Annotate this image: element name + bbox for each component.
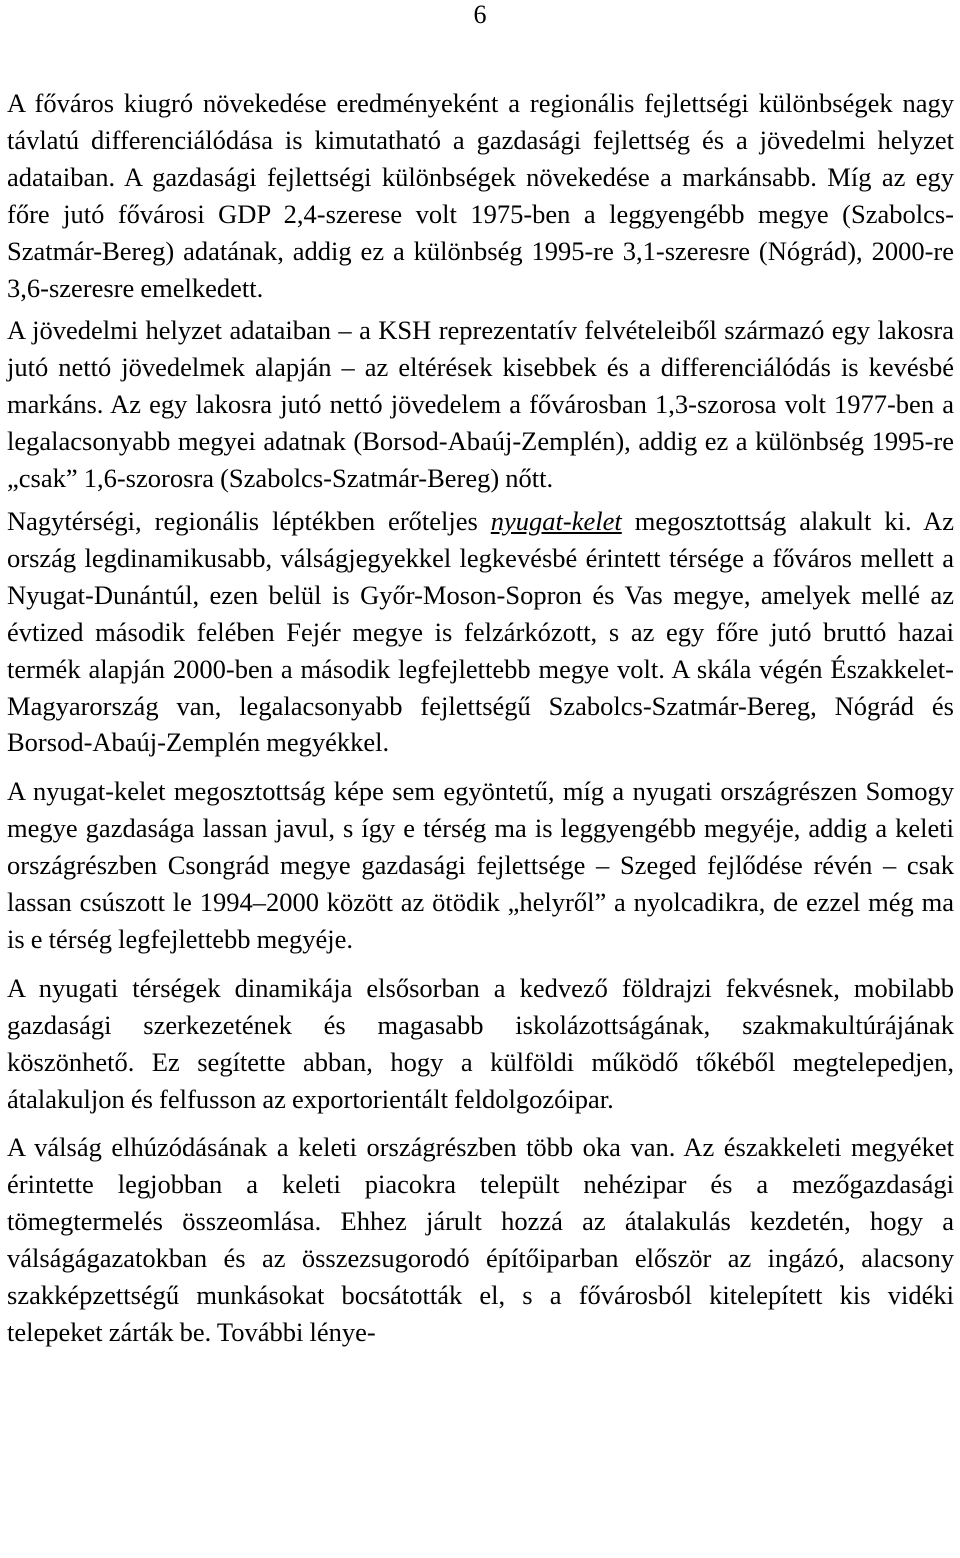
paragraph-eastern-crisis: A válság elhúzódásának a keleti országrészben több oka van. Az északkeleti megyéket érintette legjobban a keleti piacokra települt nehézipar és a mezőgazdasági tömegtermelés összeomlása. Ehhez járult hozzá az átalakulás kezdetén, hogy a válságágazatokban és az összezsugorodó építőiparban először az ingázó, alacsony szakképzettségű munkásokat bocsátották el, s a fővárosból kitelepített kis vidéki telepeket zárták be. További lénye- xyxy=(7,1132,954,1347)
paragraph-segment: Nagytérségi, regionális léptékben erőteljes xyxy=(7,505,491,536)
paragraph-west-east-divide xyxy=(7,503,954,761)
paragraph-segment: megosztottság alakult ki. Az ország legdinamikusabb, válságjegyekkel legkevésbé érintett térsége a főváros mellett a Nyugat-Dunántúl, ezen belül is Győr-Moson-Sopron és Vas megye, amelyek mellé az évtized második felében Fejér megye is felzárkózott, s az egy főre jutó bruttó hazai termék alapján 2000-ben a második legfejlettebb megye volt. A skála végén Északkelet-Magyarország van, legalacsonyabb fejlettségű Szabolcs-Szatmár-Bereg, Nógrád és Borsod-Abaúj-Zemplén megyékkel. xyxy=(7,505,954,758)
paragraph-income-differences: A jövedelmi helyzet adataiban – a KSH reprezentatív felvételeiből származó egy lakosra jutó nettó jövedelmek alapján – az eltérések kisebbek és a differenciálódás is kevésbé markáns. Az egy lakosra jutó nettó jövedelem a fővárosban 1,3-szorosa volt 1977-ben a legalacsonyabb megyei adatnak (Borsod-Abaúj-Zemplén), addig ez a különbség 1995-re „csak” 1,6-szorosra (Szabolcs-Szatmár-Bereg) nőtt. xyxy=(7,315,954,494)
document-body xyxy=(7,85,954,1351)
emphasized-term: nyugat-kelet xyxy=(490,505,622,536)
paragraph-divide-nuances: A nyugat-kelet megosztottság képe sem egyöntetű, míg a nyugati országrészen Somogy megye gazdasága lassan javul, s így e térség ma is leggyengébb megyéje, addig a keleti országrészben Csongrád megye gazdasági fejlettsége – Szeged fejlődése révén – csak lassan csúszott le 1994–2000 között az ötödik „helyről” a nyolcadikra, de ezzel még ma is e térség legfejlettebb megyéje. xyxy=(7,776,954,954)
paragraph-gdp-differences: A főváros kiugró növekedése eredményeként a regionális fejlettségi különbségek nagy távlatú differenciálódása is kimutatható a gazdasági fejlettség és a jövedelmi helyzet adataiban. A gazdasági fejlettségi különbségek növekedése a markánsabb. Míg az egy főre jutó fővárosi GDP 2,4-szerese volt 1975-ben a leggyengébb megye (Szabolcs-Szatmár-Bereg) adatának, addig ez a különbség 1995-re 3,1-szeresre (Nógrád), 2000-re 3,6-szeresre emelkedett. xyxy=(7,88,954,303)
paragraph-western-dynamics: A nyugati térségek dinamikája elsősorban a kedvező földrajzi fekvésnek, mobilabb gazdasági szerkezetének és magasabb iskolázottságának, szakmakultúrájának köszönhető. Ez segítette abban, hogy a külföldi működő tőkéből megtelepedjen, átalakuljon és felfusson az exportorientált feldolgozóipar. xyxy=(7,972,954,1114)
page-number: 6 xyxy=(473,0,487,29)
